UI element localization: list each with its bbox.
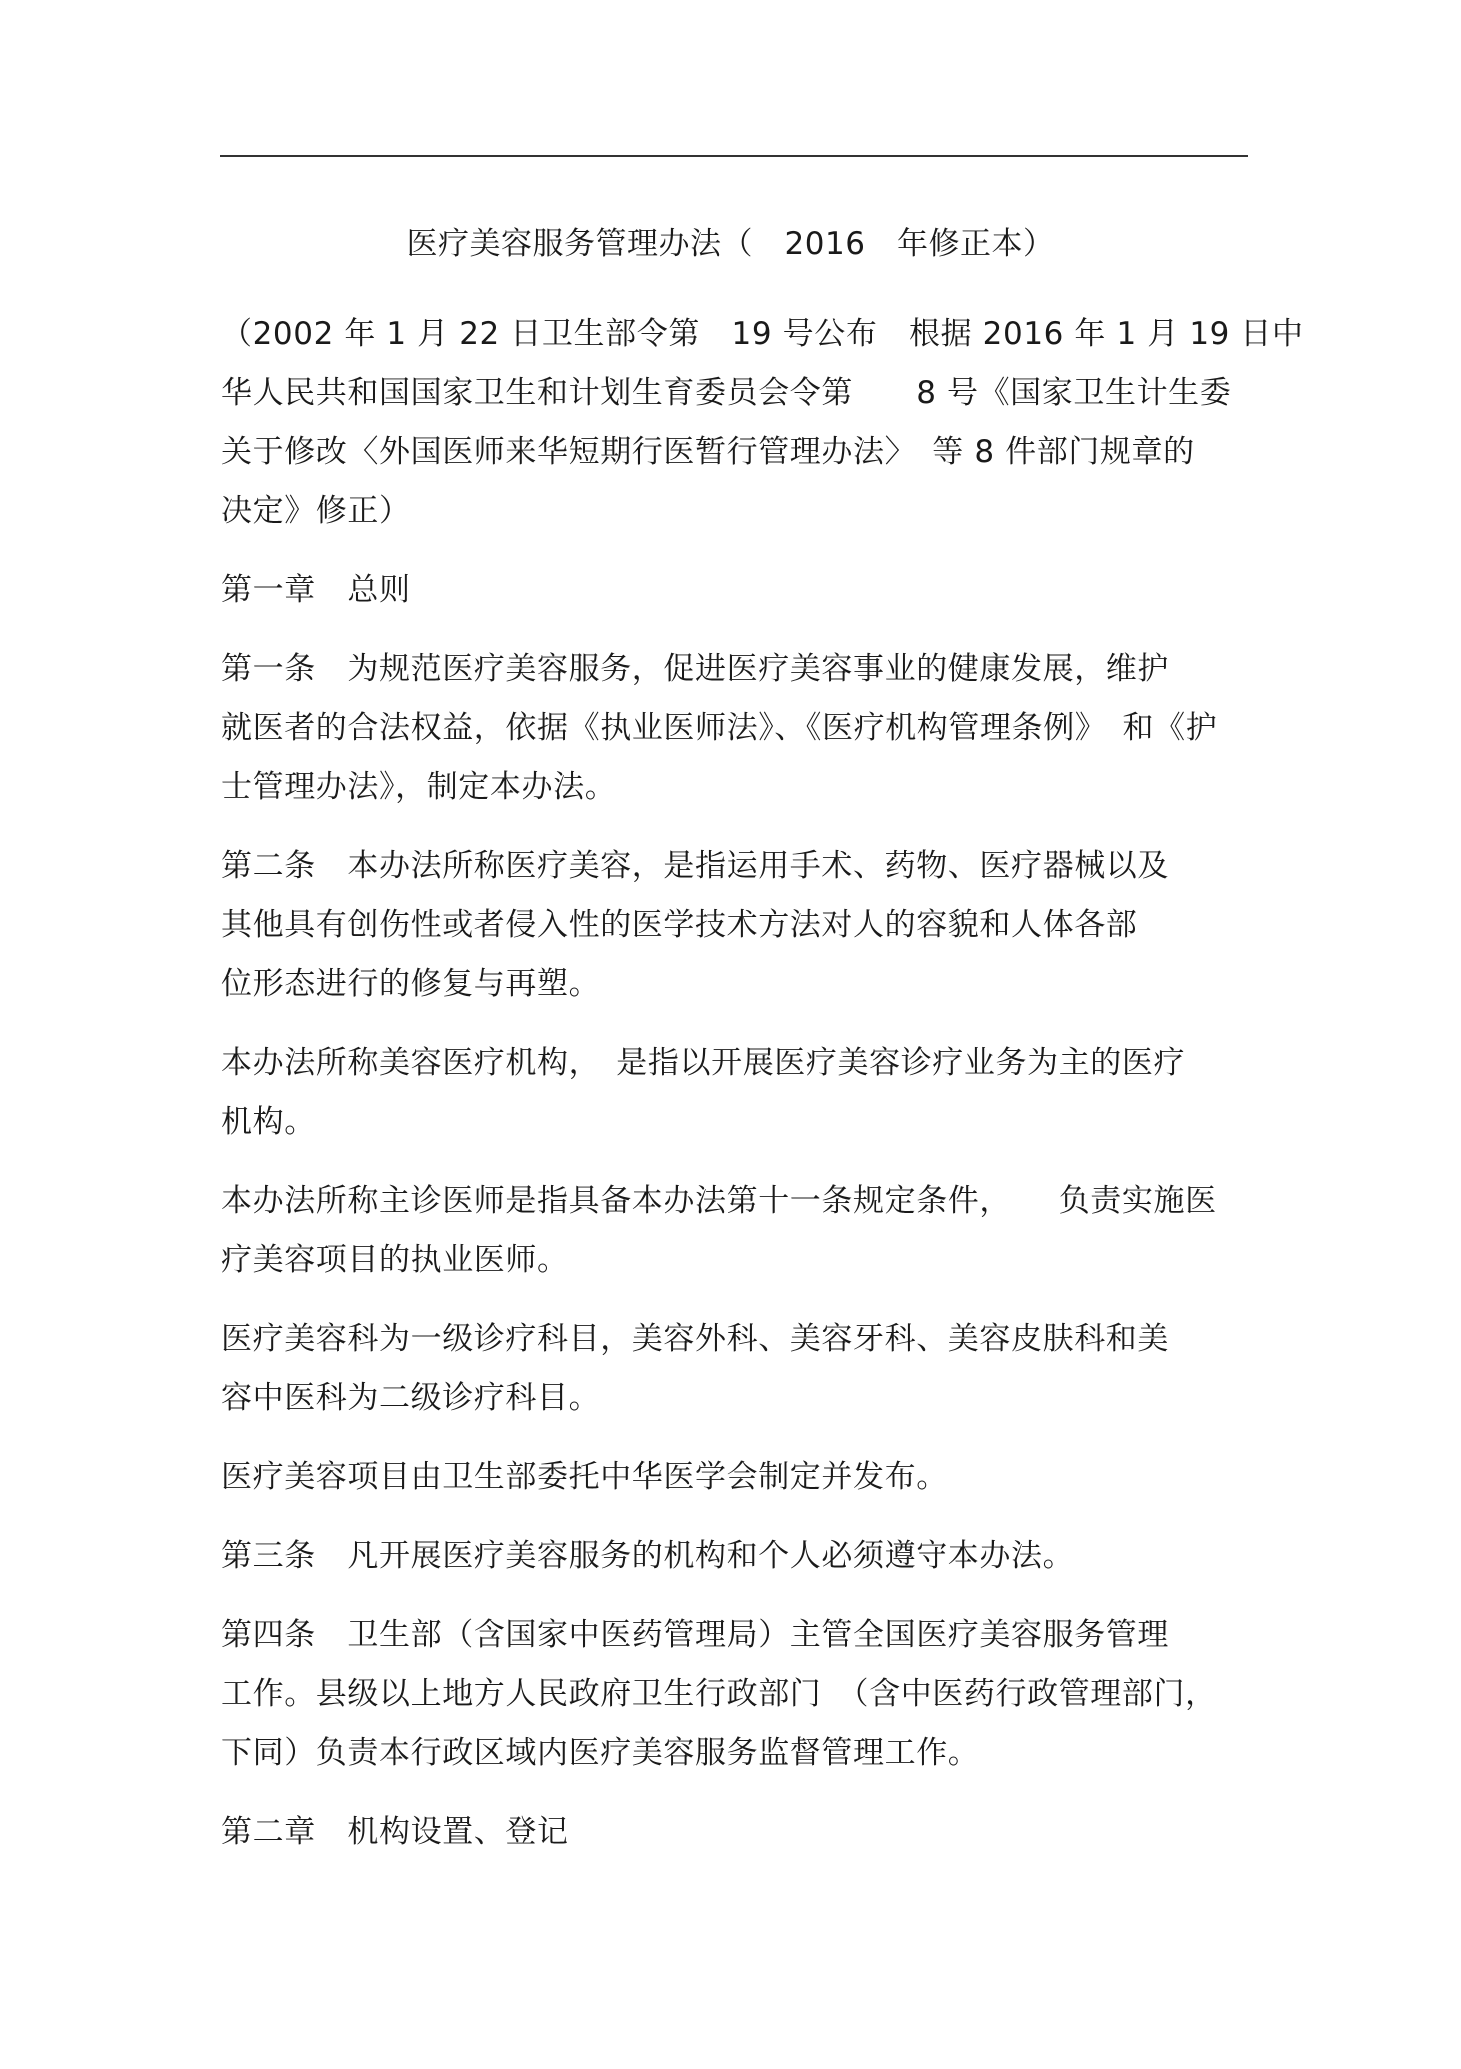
document-body xyxy=(221,305,1304,1882)
text-line: 就医者的合法权益，依据《执业医师法》、《医疗机构管理条例》 和《护 xyxy=(221,710,1218,746)
text-line: 疗美容项目的执业医师。 xyxy=(221,1242,569,1278)
paragraph-chapter-2 xyxy=(221,1803,1251,1862)
text-line: 第二条 本办法所称医疗美容，是指运用手术、药物、医疗器械以及 xyxy=(221,848,1169,884)
text-line: 下同）负责本行政区域内医疗美容服务监督管理工作。 xyxy=(221,1735,980,1771)
text-line: 本办法所称美容医疗机构， 是指以开展医疗美容诊疗业务为主的医疗 xyxy=(221,1045,1186,1081)
paragraph-article-1 xyxy=(221,640,1251,817)
text-line: 第二章 机构设置、登记 xyxy=(221,1814,569,1850)
text-line: 第四条 卫生部（含国家中医药管理局）主管全国医疗美容服务管理 xyxy=(221,1617,1169,1653)
text-line: 机构。 xyxy=(221,1104,316,1140)
text-line: 第三条 凡开展医疗美容服务的机构和个人必须遵守本办法。 xyxy=(221,1538,1075,1574)
text-line: 本办法所称主诊医师是指具备本办法第十一条规定条件， 负责实施医 xyxy=(221,1183,1217,1219)
text-line: 其他具有创伤性或者侵入性的医学技术方法对人的容貌和人体各部 xyxy=(221,907,1138,943)
text-line: 第一章 总则 xyxy=(221,572,411,608)
text-line: 关于修改〈外国医师来华短期行医暂行管理办法〉 等 8 件部门规章的 xyxy=(221,434,1195,470)
paragraph-preamble xyxy=(221,305,1304,541)
document-title: 医疗美容服务管理办法（ 2016 年修正本） xyxy=(406,226,1055,262)
text-line: 医疗美容科为一级诊疗科目，美容外科、美容牙科、美容皮肤科和美 xyxy=(221,1321,1169,1357)
text-line: （2002 年 1 月 22 日卫生部令第 19 号公布 根据 2016 年 1 月 19 日中 xyxy=(221,316,1304,352)
text-line: 工作。县级以上地方人民政府卫生行政部门 （含中医药行政管理部门， xyxy=(221,1676,1217,1712)
text-line: 医疗美容项目由卫生部委托中华医学会制定并发布。 xyxy=(221,1459,948,1495)
header-rule xyxy=(220,155,1248,157)
text-line: 容中医科为二级诊疗科目。 xyxy=(221,1380,601,1416)
text-line: 决定》修正） xyxy=(221,493,411,529)
paragraph-article-4 xyxy=(221,1606,1251,1783)
text-line: 位形态进行的修复与再塑。 xyxy=(221,966,601,1002)
paragraph-article-2-p3 xyxy=(221,1172,1251,1290)
paragraph-article-2-p2 xyxy=(221,1034,1251,1152)
paragraph-article-3 xyxy=(221,1527,1251,1586)
paragraph-article-2-p4 xyxy=(221,1310,1251,1428)
paragraph-article-2-p5 xyxy=(221,1448,1251,1507)
paragraph-article-2 xyxy=(221,837,1251,1014)
text-line: 士管理办法》，制定本办法。 xyxy=(221,769,617,805)
text-line: 华人民共和国国家卫生和计划生育委员会令第 8 号《国家卫生计生委 xyxy=(221,375,1232,411)
text-line: 第一条 为规范医疗美容服务，促进医疗美容事业的健康发展，维护 xyxy=(221,651,1169,687)
paragraph-chapter-1 xyxy=(221,561,1251,620)
